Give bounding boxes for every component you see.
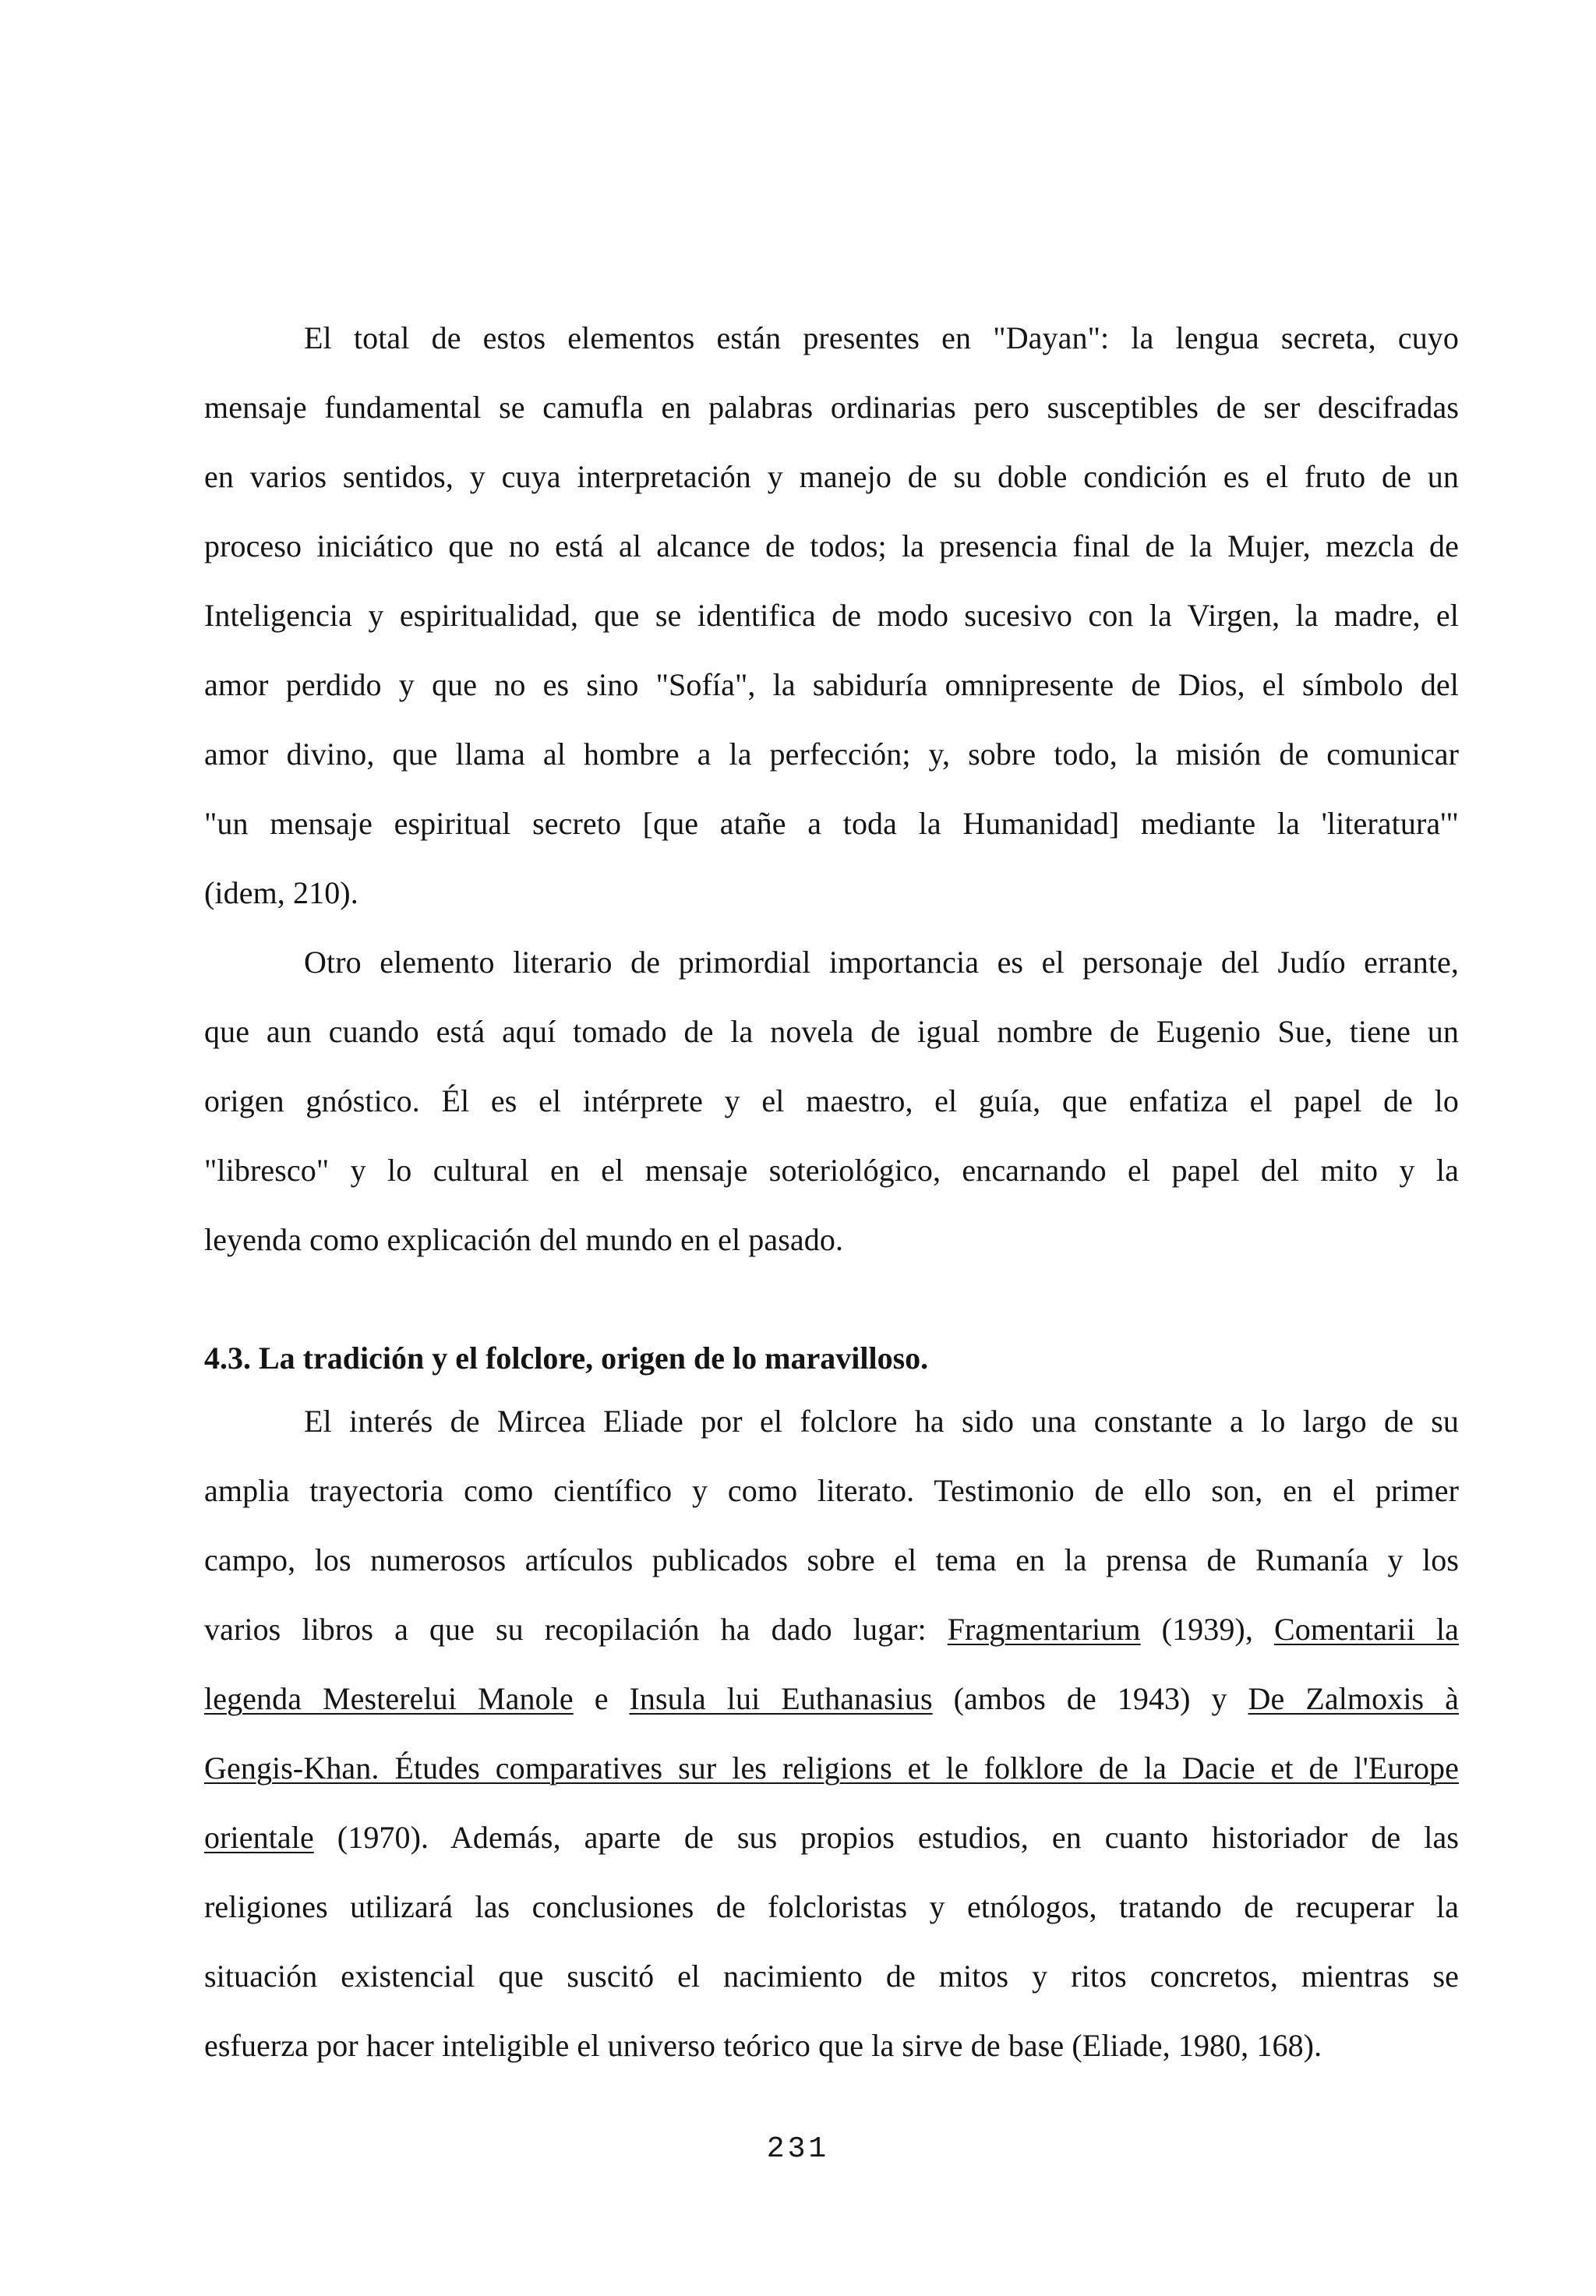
paragraph-3-line-7 xyxy=(204,1818,1459,1857)
paragraph-1-line-2: mensaje fundamental se camufla en palabras ordinarias pero susceptibles de ser descifradas xyxy=(204,390,1459,425)
paragraph-3-line-1: El interés de Mircea Eliade por el folclore ha sido una constante a lo largo de su xyxy=(304,1404,1459,1439)
paragraph-1-line-8: "un mensaje espiritual secreto [que atañe a toda la Humanidad] mediante la 'literatura'" xyxy=(204,806,1459,841)
paragraph-1-line-1: El total de estos elementos están presentes en "Dayan": la lengua secreta, cuyo xyxy=(304,320,1459,355)
book-title-zalmoxis: De Zalmoxis à xyxy=(1248,1681,1459,1716)
paragraph-1-line-7: amor divino, que llama al hombre a la perfección; y, sobre todo, la misión de comunicar xyxy=(204,736,1459,772)
book-title-zalmoxis-end: orientale xyxy=(204,1820,314,1855)
paragraph-2-line-1: Otro elemento literario de primordial importancia es el personaje del Judío errante, xyxy=(304,945,1459,980)
paragraph-1-line-6: amor perdido y que no es sino "Sofía", la sabiduría omnipresente de Dios, el símbolo del xyxy=(204,667,1459,702)
paragraph-1-line-4: proceso iniciático que no está al alcance de todos; la presencia final de la Mujer, mezcla de xyxy=(204,528,1459,563)
book-title-comentarii-continued: legenda Mesterelui Manole xyxy=(204,1681,574,1716)
book-title-zalmoxis-continued: Gengis-Khan. Études comparatives sur les religions et le folklore de la Dacie et de l'Europe xyxy=(204,1750,1459,1786)
line-text: (ambos de 1943) y xyxy=(932,1681,1248,1716)
paragraph-3-line-10: esfuerza por hacer inteligible el universo teórico que la sirve de base (Eliade, 1980, 168). xyxy=(204,2028,1322,2063)
paragraph-3-line-8: religiones utilizará las conclusiones de folcloristas y etnólogos, tratando de recuperar la xyxy=(204,1889,1459,1924)
paragraph-2-line-3: origen gnóstico. Él es el intérprete y el maestro, el guía, que enfatiza el papel de lo xyxy=(204,1083,1459,1118)
line-text: (1939), xyxy=(1140,1612,1274,1647)
paragraph-3-line-4 xyxy=(204,1610,1459,1649)
line-text: varios libros a que su recopilación ha dado lugar: xyxy=(204,1612,948,1647)
book-title-insula: Insula lui Euthanasius xyxy=(629,1681,933,1716)
paragraph-1-line-3: en varios sentidos, y cuya interpretación y manejo de su doble condición es el fruto de un xyxy=(204,459,1459,494)
paragraph-2-line-2: que aun cuando está aquí tomado de la novela de igual nombre de Eugenio Sue, tiene un xyxy=(204,1014,1459,1049)
paragraph-3-line-3: campo, los numerosos artículos publicados sobre el tema en la prensa de Rumanía y los xyxy=(204,1542,1459,1577)
paragraph-2-line-5: leyenda como explicación del mundo en el pasado. xyxy=(204,1222,844,1257)
paragraph-1-line-5: Inteligencia y espiritualidad, que se identifica de modo sucesivo con la Virgen, la madre, el xyxy=(204,598,1459,633)
book-title-comentarii: Comentarii la xyxy=(1273,1612,1459,1647)
paragraph-3-line-2: amplia trayectoria como científico y como literato. Testimonio de ello son, en el primer xyxy=(204,1473,1459,1508)
paragraph-3-line-6 xyxy=(204,1749,1459,1788)
paragraph-3-line-9: situación existencial que suscitó el nacimiento de mitos y ritos concretos, mientras se xyxy=(204,1959,1459,1994)
page-number: 231 xyxy=(766,2132,830,2166)
paragraph-1-line-9: (idem, 210). xyxy=(204,875,358,910)
section-heading: 4.3. La tradición y el folclore, origen de lo maravilloso. xyxy=(204,1341,929,1376)
paragraph-3-line-5 xyxy=(204,1680,1459,1718)
paragraph-2-line-4: "libresco" y lo cultural en el mensaje soteriológico, encarnando el papel del mito y la xyxy=(204,1153,1459,1188)
line-text: e xyxy=(573,1681,630,1716)
line-text: (1970). Además, aparte de sus propios estudios, en cuanto historiador de las xyxy=(313,1820,1459,1855)
book-title-fragmentarium: Fragmentarium xyxy=(947,1612,1141,1647)
